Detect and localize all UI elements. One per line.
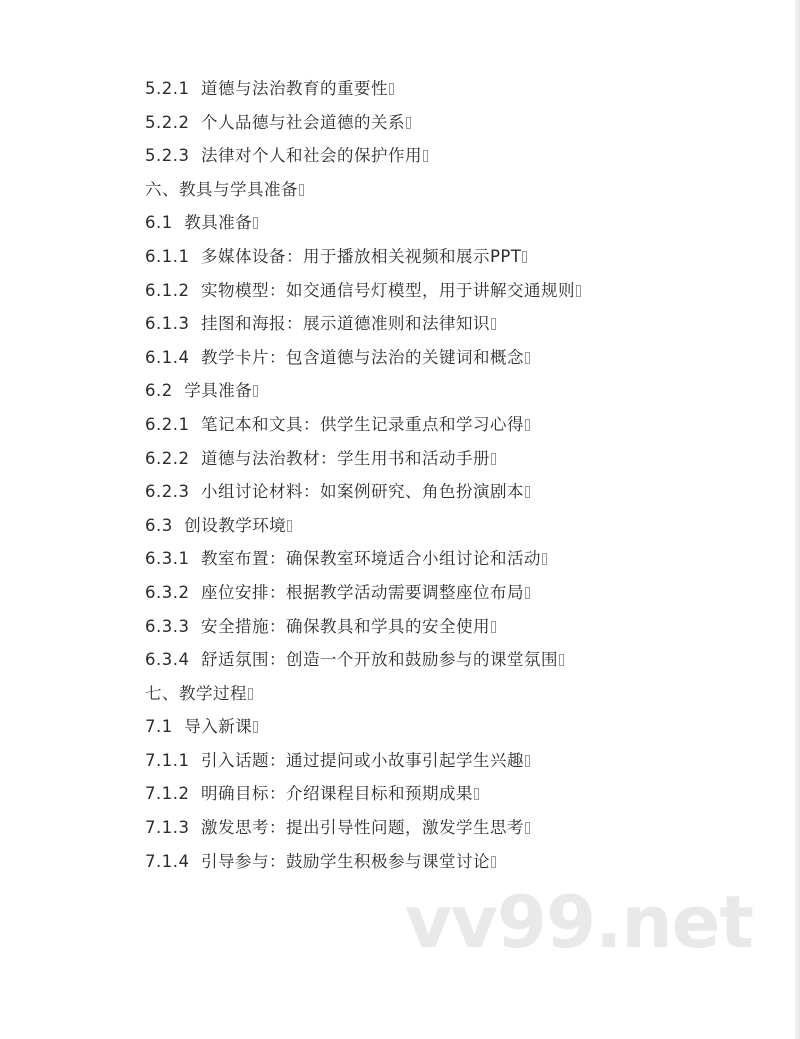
document-line: [145, 845, 765, 879]
document-line: [145, 542, 765, 576]
paragraph-mark-icon: [474, 788, 479, 800]
document-line: [145, 677, 765, 711]
section-number: 5.2.1: [145, 79, 190, 98]
line-text: 明确目标：介绍课程目标和预期成果: [200, 784, 473, 804]
paragraph-mark-icon: [491, 621, 496, 633]
document-line: [145, 173, 765, 207]
page-edge: [795, 0, 800, 1039]
line-text: 道德与法治教育的重要性: [200, 79, 388, 98]
section-number: 6.3.3: [145, 616, 190, 636]
paragraph-mark-icon: [491, 856, 496, 868]
paragraph-mark-icon: [525, 822, 530, 834]
paragraph-mark-icon: [576, 285, 581, 297]
section-number: 6.1.1: [145, 246, 190, 266]
section-number: 7.1.4: [145, 851, 190, 871]
section-number: 6.2.3: [145, 482, 190, 502]
line-text: 学具准备: [184, 381, 253, 401]
paragraph-mark-icon: [253, 217, 258, 229]
line-text: 挂图和海报：展示道德准则和法律知识: [200, 314, 490, 334]
line-text: 引导参与：鼓励学生积极参与课堂讨论: [200, 851, 490, 871]
line-text: 安全措施：确保教具和学具的安全使用: [200, 616, 490, 636]
document-line: [145, 341, 765, 375]
section-number: 6.1.4: [145, 347, 190, 367]
paragraph-mark-icon: [525, 587, 530, 599]
document-line: [145, 274, 765, 308]
document-line: [145, 408, 765, 442]
line-text: 七、教学过程: [145, 683, 247, 703]
section-number: 7.1.2: [145, 784, 190, 804]
line-text: 引入话题：通过提问或小故事引起学生兴趣: [200, 750, 524, 770]
section-number: 6.1.3: [145, 314, 190, 334]
section-number: 5.2.3: [145, 146, 190, 166]
line-text: 小组讨论材料：如案例研究、角色扮演剧本: [200, 482, 524, 502]
document-line: [145, 307, 765, 341]
section-number: 7.1.1: [145, 750, 190, 770]
section-number: 6.2: [145, 381, 173, 401]
section-number: 6.3.2: [145, 582, 190, 602]
section-number: 5.2.2: [145, 112, 190, 132]
document-line: [145, 777, 765, 811]
line-text: 六、教具与学具准备: [145, 179, 298, 199]
paragraph-mark-icon: [287, 520, 292, 532]
paragraph-mark-icon: [406, 117, 411, 129]
document-line: [145, 710, 765, 744]
section-number: 6.2.2: [145, 448, 190, 468]
paragraph-mark-icon: [248, 688, 253, 700]
document-line: [145, 206, 765, 240]
section-number: 6.3.4: [145, 650, 190, 670]
paragraph-mark-icon: [299, 184, 304, 196]
document-line: [145, 643, 765, 677]
section-number: 7.1.3: [145, 818, 190, 838]
line-text: 创设教学环境: [184, 515, 287, 535]
document-line: [145, 442, 765, 476]
document-line: [145, 811, 765, 845]
document-line: [145, 240, 765, 274]
section-number: 6.2.1: [145, 414, 190, 434]
paragraph-mark-icon: [525, 755, 530, 767]
line-text: 舒适氛围：创造一个开放和鼓励参与的课堂氛围: [200, 650, 558, 670]
line-text: 激发思考：提出引导性问题，激发学生思考: [200, 818, 524, 838]
paragraph-mark-icon: [253, 721, 258, 733]
line-text: 法律对个人和社会的保护作用: [200, 146, 422, 166]
line-text: 教具准备: [184, 213, 253, 233]
line-text: 座位安排：根据教学活动需要调整座位布局: [200, 582, 524, 602]
line-text: 教室布置：确保教室环境适合小组讨论和活动: [200, 549, 541, 569]
line-text: 个人品德与社会道德的关系: [200, 112, 405, 132]
line-text: 教学卡片：包含道德与法治的关键词和概念: [200, 347, 524, 367]
document-line: [145, 509, 765, 543]
line-text: 笔记本和文具：供学生记录重点和学习心得: [200, 414, 524, 434]
line-text: 道德与法治教材：学生用书和活动手册: [200, 448, 490, 468]
paragraph-mark-icon: [389, 83, 394, 95]
section-number: 6.1: [145, 213, 173, 233]
document-line: [145, 475, 765, 509]
document-line: [145, 106, 765, 140]
section-number: 6.3.1: [145, 549, 190, 569]
document-line: [145, 610, 765, 644]
paragraph-mark-icon: [559, 654, 564, 666]
section-number: 7.1: [145, 717, 173, 737]
paragraph-mark-icon: [522, 251, 527, 263]
document-line: [145, 744, 765, 778]
paragraph-mark-icon: [525, 352, 530, 364]
watermark: vv99.net: [405, 880, 753, 964]
paragraph-mark-icon: [525, 419, 530, 431]
document-line: [145, 374, 765, 408]
document-body: [145, 72, 765, 878]
paragraph-mark-icon: [542, 553, 547, 565]
document-line: [145, 139, 765, 173]
section-number: 6.1.2: [145, 280, 190, 300]
paragraph-mark-icon: [525, 486, 530, 498]
section-number: 6.3: [145, 515, 173, 535]
paragraph-mark-icon: [423, 150, 428, 162]
line-text: 实物模型：如交通信号灯模型，用于讲解交通规则: [200, 280, 575, 300]
paragraph-mark-icon: [253, 385, 258, 397]
line-text: 多媒体设备：用于播放相关视频和展示PPT: [200, 246, 522, 266]
document-line: [145, 72, 765, 106]
line-text: 导入新课: [184, 717, 253, 737]
paragraph-mark-icon: [491, 318, 496, 330]
paragraph-mark-icon: [491, 453, 496, 465]
document-line: [145, 576, 765, 610]
